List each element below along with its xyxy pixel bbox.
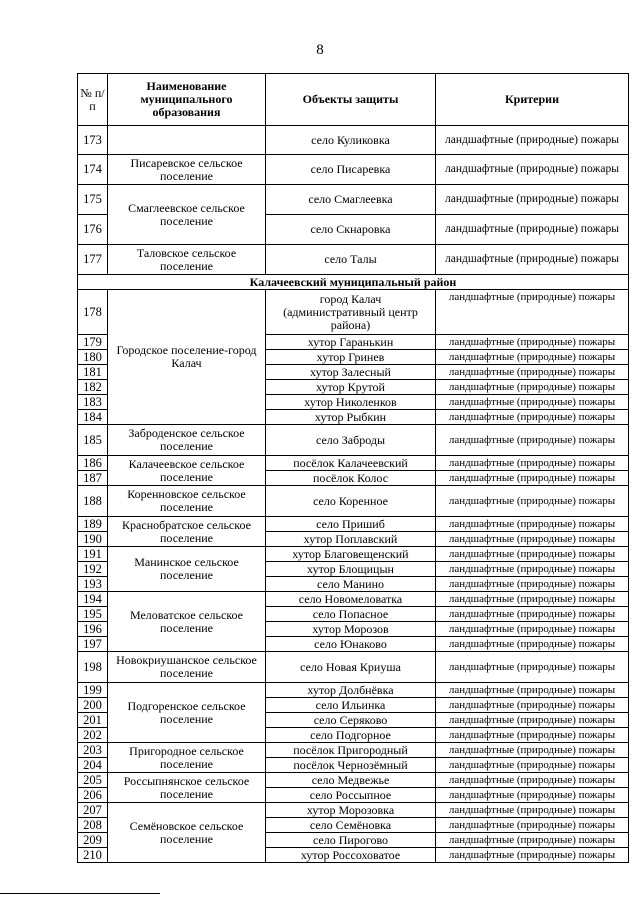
object-cell: село Коренное — [266, 486, 436, 517]
table-row — [78, 547, 629, 562]
criteria-cell: ландшафтные (природные) пожары — [436, 803, 629, 818]
row-num: 181 — [78, 365, 108, 380]
row-num: 206 — [78, 788, 108, 803]
row-num: 209 — [78, 833, 108, 848]
object-cell: село Пирогово — [266, 833, 436, 848]
header-num: № п/п — [78, 74, 108, 126]
criteria-cell: ландшафтные (природные) пожары — [436, 758, 629, 773]
table-row — [78, 290, 629, 335]
object-cell: село Смаглеевка — [266, 185, 436, 215]
object-cell: село Подгорное — [266, 728, 436, 743]
criteria-cell: ландшафтные (природные) пожары — [436, 456, 629, 471]
criteria-cell: ландшафтные (природные) пожары — [436, 577, 629, 592]
row-num: 175 — [78, 185, 108, 215]
object-cell: хутор Николенков — [266, 395, 436, 410]
municipality-cell: Россыпнянское сельское поселение — [108, 773, 266, 803]
row-num: 200 — [78, 698, 108, 713]
object-cell: село Серяково — [266, 713, 436, 728]
criteria-cell: ландшафтные (природные) пожары — [436, 290, 629, 335]
object-cell: хутор Морозовка — [266, 803, 436, 818]
table-row — [78, 425, 629, 456]
criteria-cell: ландшафтные (природные) пожары — [436, 126, 629, 155]
criteria-cell: ландшафтные (природные) пожары — [436, 547, 629, 562]
municipality-cell: Манинское сельское поселение — [108, 547, 266, 592]
criteria-cell: ландшафтные (природные) пожары — [436, 743, 629, 758]
criteria-cell: ландшафтные (природные) пожары — [436, 410, 629, 425]
object-cell: село Новомеловатка — [266, 592, 436, 607]
object-cell: хутор Россоховатое — [266, 848, 436, 863]
municipality-cell: Городское поселение-город Калач — [108, 290, 266, 425]
municipality-cell: Заброденское сельское поселение — [108, 425, 266, 456]
row-num: 176 — [78, 215, 108, 245]
object-cell: город Калач (административный центр района) — [266, 290, 436, 335]
criteria-cell: ландшафтные (природные) пожары — [436, 486, 629, 517]
row-num: 198 — [78, 652, 108, 683]
criteria-cell: ландшафтные (природные) пожары — [436, 380, 629, 395]
table-row — [78, 126, 629, 155]
municipality-cell: Таловское сельское поселение — [108, 245, 266, 275]
row-num: 210 — [78, 848, 108, 863]
criteria-cell: ландшафтные (природные) пожары — [436, 425, 629, 456]
municipality-cell: Коренновское сельское поселение — [108, 486, 266, 517]
municipality-cell: Смаглеевское сельское поселение — [108, 185, 266, 245]
footnote-separator — [0, 893, 160, 894]
object-cell: посёлок Пригородный — [266, 743, 436, 758]
object-cell: хутор Рыбкин — [266, 410, 436, 425]
page-number: 8 — [316, 42, 324, 58]
criteria-cell: ландшафтные (природные) пожары — [436, 365, 629, 380]
criteria-cell: ландшафтные (природные) пожары — [436, 788, 629, 803]
municipality-cell: Писаревское сельское поселение — [108, 155, 266, 185]
criteria-cell: ландшафтные (природные) пожары — [436, 155, 629, 185]
table-row — [78, 486, 629, 517]
object-cell: посёлок Калачеевский — [266, 456, 436, 471]
municipality-cell: Семёновское сельское поселение — [108, 803, 266, 863]
row-num: 190 — [78, 532, 108, 547]
row-num: 184 — [78, 410, 108, 425]
row-num: 180 — [78, 350, 108, 365]
row-num: 186 — [78, 456, 108, 471]
object-cell: село Скнаровка — [266, 215, 436, 245]
criteria-cell: ландшафтные (природные) пожары — [436, 728, 629, 743]
row-num: 202 — [78, 728, 108, 743]
object-cell: село Попасное — [266, 607, 436, 622]
row-num: 173 — [78, 126, 108, 155]
table-row — [78, 155, 629, 185]
object-cell: село Заброды — [266, 425, 436, 456]
row-num: 195 — [78, 607, 108, 622]
table-row — [78, 683, 629, 698]
row-num: 182 — [78, 380, 108, 395]
protection-objects-table — [77, 73, 629, 863]
row-num: 191 — [78, 547, 108, 562]
municipality-cell: Подгоренское сельское поселение — [108, 683, 266, 743]
object-cell: село Новая Криуша — [266, 652, 436, 683]
criteria-cell: ландшафтные (природные) пожары — [436, 713, 629, 728]
row-num: 189 — [78, 517, 108, 532]
table-row — [78, 245, 629, 275]
municipality-cell: Новокриушанское сельское поселение — [108, 652, 266, 683]
row-num: 203 — [78, 743, 108, 758]
table-row — [78, 185, 629, 215]
criteria-cell: ландшафтные (природные) пожары — [436, 607, 629, 622]
row-num: 179 — [78, 335, 108, 350]
object-cell: хутор Крутой — [266, 380, 436, 395]
table-row — [78, 456, 629, 471]
district-title: Калачеевский муниципальный район — [78, 275, 629, 290]
criteria-cell: ландшафтные (природные) пожары — [436, 335, 629, 350]
criteria-cell: ландшафтные (природные) пожары — [436, 773, 629, 788]
row-num: 183 — [78, 395, 108, 410]
criteria-cell: ландшафтные (природные) пожары — [436, 562, 629, 577]
object-cell: село Медвежье — [266, 773, 436, 788]
object-cell: хутор Долбнёвка — [266, 683, 436, 698]
district-header-row — [78, 275, 629, 290]
criteria-cell: ландшафтные (природные) пожары — [436, 637, 629, 652]
criteria-cell: ландшафтные (природные) пожары — [436, 350, 629, 365]
header-criteria: Критерии — [436, 74, 629, 126]
row-num: 178 — [78, 290, 108, 335]
table-row — [78, 517, 629, 532]
criteria-cell: ландшафтные (природные) пожары — [436, 848, 629, 863]
table-header-row — [78, 74, 629, 126]
criteria-cell: ландшафтные (природные) пожары — [436, 517, 629, 532]
criteria-cell: ландшафтные (природные) пожары — [436, 532, 629, 547]
criteria-cell: ландшафтные (природные) пожары — [436, 215, 629, 245]
object-cell: хутор Гаранькин — [266, 335, 436, 350]
row-num: 204 — [78, 758, 108, 773]
table-row — [78, 803, 629, 818]
row-num: 194 — [78, 592, 108, 607]
row-num: 185 — [78, 425, 108, 456]
table-row — [78, 652, 629, 683]
object-cell: село Писаревка — [266, 155, 436, 185]
criteria-cell: ландшафтные (природные) пожары — [436, 185, 629, 215]
object-cell: хутор Блощицын — [266, 562, 436, 577]
row-num: 205 — [78, 773, 108, 788]
criteria-cell: ландшафтные (природные) пожары — [436, 683, 629, 698]
object-cell: хутор Благовещенский — [266, 547, 436, 562]
row-num: 207 — [78, 803, 108, 818]
row-num: 208 — [78, 818, 108, 833]
criteria-cell: ландшафтные (природные) пожары — [436, 833, 629, 848]
table-row — [78, 773, 629, 788]
object-cell: село Пришиб — [266, 517, 436, 532]
object-cell: хутор Гринев — [266, 350, 436, 365]
object-cell: село Ильинка — [266, 698, 436, 713]
table-row — [78, 743, 629, 758]
table-row — [78, 592, 629, 607]
row-num: 188 — [78, 486, 108, 517]
object-cell: хутор Морозов — [266, 622, 436, 637]
row-num: 174 — [78, 155, 108, 185]
municipality-cell: Калачеевское сельское поселение — [108, 456, 266, 486]
row-num: 199 — [78, 683, 108, 698]
object-cell: село Манино — [266, 577, 436, 592]
municipality-cell: Пригородное сельское поселение — [108, 743, 266, 773]
row-num: 177 — [78, 245, 108, 275]
row-num: 197 — [78, 637, 108, 652]
object-cell: посёлок Чернозёмный — [266, 758, 436, 773]
municipality-cell: Меловатское сельское поселение — [108, 592, 266, 652]
object-cell: село Юнаково — [266, 637, 436, 652]
municipality-cell: Краснобратское сельское поселение — [108, 517, 266, 547]
object-cell: село Семёновка — [266, 818, 436, 833]
object-cell: село Россыпное — [266, 788, 436, 803]
row-num: 192 — [78, 562, 108, 577]
header-municipality: Наименование муниципального образования — [108, 74, 266, 126]
municipality-cell — [108, 126, 266, 155]
row-num: 193 — [78, 577, 108, 592]
row-num: 196 — [78, 622, 108, 637]
criteria-cell: ландшафтные (природные) пожары — [436, 245, 629, 275]
object-cell: хутор Поплавский — [266, 532, 436, 547]
criteria-cell: ландшафтные (природные) пожары — [436, 652, 629, 683]
criteria-cell: ландшафтные (природные) пожары — [436, 592, 629, 607]
criteria-cell: ландшафтные (природные) пожары — [436, 395, 629, 410]
row-num: 187 — [78, 471, 108, 486]
row-num: 201 — [78, 713, 108, 728]
criteria-cell: ландшафтные (природные) пожары — [436, 818, 629, 833]
criteria-cell: ландшафтные (природные) пожары — [436, 698, 629, 713]
object-cell: посёлок Колос — [266, 471, 436, 486]
object-cell: село Куликовка — [266, 126, 436, 155]
object-cell: хутор Залесный — [266, 365, 436, 380]
criteria-cell: ландшафтные (природные) пожары — [436, 622, 629, 637]
header-objects: Объекты защиты — [266, 74, 436, 126]
criteria-cell: ландшафтные (природные) пожары — [436, 471, 629, 486]
object-cell: село Талы — [266, 245, 436, 275]
